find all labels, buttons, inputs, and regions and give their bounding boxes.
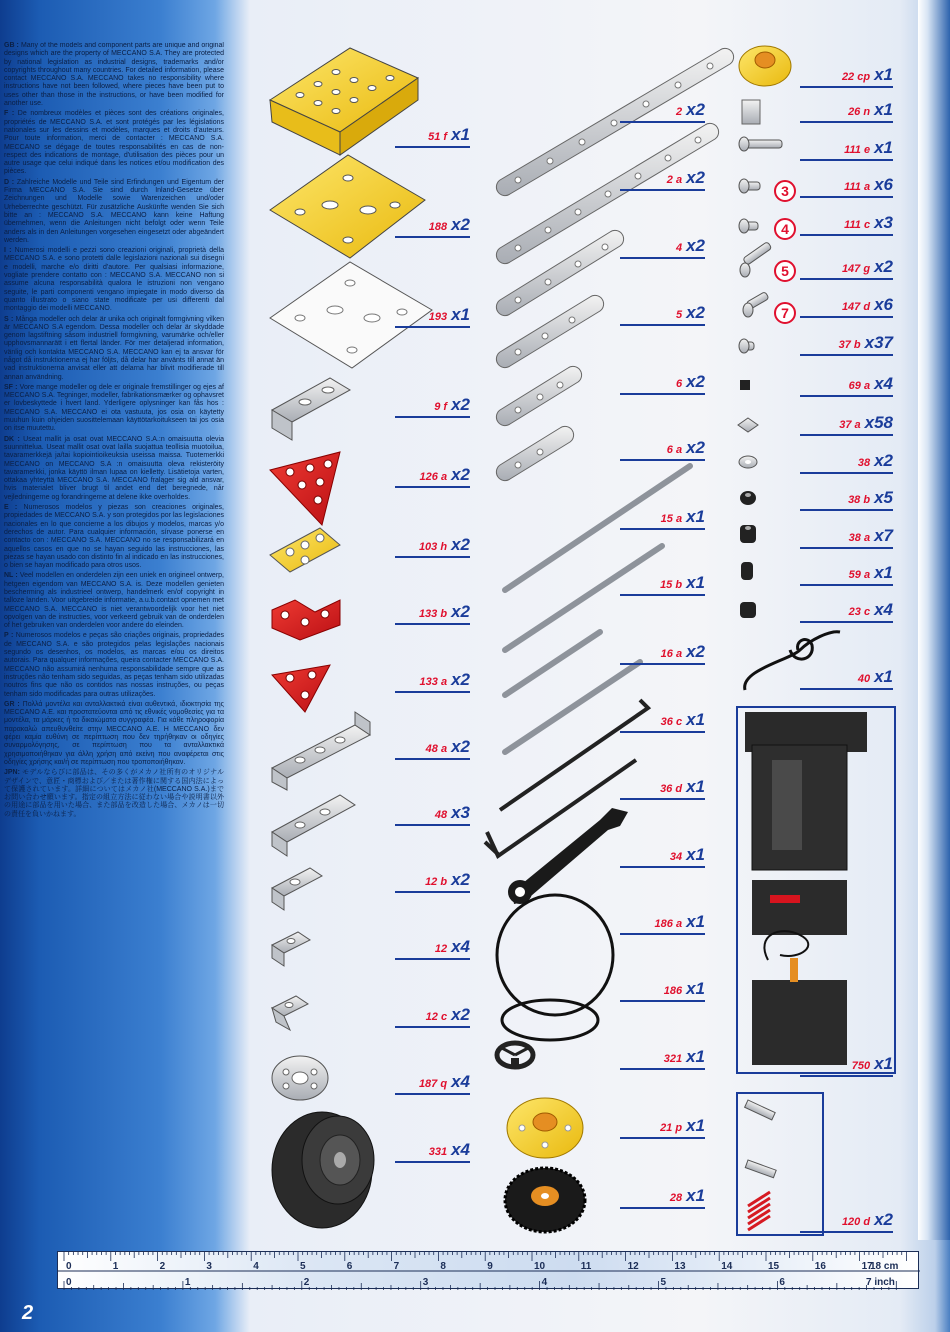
part-code: 187 q xyxy=(418,1078,448,1090)
part-label xyxy=(661,710,705,730)
part-quantity: x2 xyxy=(686,236,705,255)
part-label-underline xyxy=(800,86,893,88)
part-label xyxy=(670,845,705,865)
part-label-underline xyxy=(620,1207,705,1209)
part-quantity: x2 xyxy=(686,100,705,119)
part-187q-drawing xyxy=(272,1056,328,1100)
ruler-cm-label: 5 xyxy=(300,1261,306,1272)
part-51f-drawing xyxy=(270,48,418,155)
part-quantity: x37 xyxy=(864,333,893,352)
part-label-underline xyxy=(800,196,893,198)
part-label-underline xyxy=(395,236,470,238)
part-193-drawing xyxy=(270,262,432,368)
part-code: 12 xyxy=(434,943,448,955)
part-label xyxy=(848,100,893,120)
legal-text: Numerosos modelos e peças são criações originais, propriedades de MECCANO S.A. e são protegidos pelas legislações nacionais segundo os desenhos, os modelos, as marcas e/ou os direitos autorais. Para qualquer informações, queira contacter MECCANO S.A. MECCANO não assumirá nenhuma responsabilidade sempre que as instruções não tenham sido seguidas, as peças tenham sido utilizadas noutros fins que não os contidos nas nossas instruções, ou peças tenham sido modificadas para outras utilizações. xyxy=(4,632,224,698)
part-label xyxy=(667,438,705,458)
part-code: 36 c xyxy=(660,716,683,728)
part-36c-drawing xyxy=(485,700,648,856)
part-label-underline xyxy=(395,486,470,488)
part-12b-drawing xyxy=(272,868,322,910)
part-quantity: x5 xyxy=(874,488,893,507)
part-label xyxy=(852,1054,893,1074)
part-code: 188 xyxy=(428,221,448,233)
part-label-underline xyxy=(620,459,705,461)
part-quantity: x4 xyxy=(874,600,893,619)
part-label xyxy=(676,372,705,392)
part-126a-drawing xyxy=(270,452,340,525)
part-quantity: x1 xyxy=(686,507,705,526)
part-code: 186 a xyxy=(654,918,683,930)
part-quantity: x1 xyxy=(686,979,705,998)
part-48a-drawing xyxy=(272,712,370,790)
legal-language-tag: I : xyxy=(4,247,15,255)
part-code: 5 xyxy=(675,309,683,321)
part-quantity: x7 xyxy=(874,526,893,545)
part-label-underline xyxy=(800,234,893,236)
ruler-cm-label: 9 xyxy=(487,1261,493,1272)
part-label xyxy=(434,395,470,415)
ruler-cm-label: 8 xyxy=(440,1261,446,1272)
ruler-scale xyxy=(58,1252,920,1290)
part-code: 59 a xyxy=(848,569,871,581)
ruler-inch-label: 5 xyxy=(660,1277,667,1288)
part-quantity: x2 xyxy=(451,737,470,756)
part-quantity: x1 xyxy=(686,845,705,864)
part-label xyxy=(661,507,705,527)
part-label xyxy=(661,642,705,662)
part-label xyxy=(842,295,893,315)
part-quantity: x2 xyxy=(451,870,470,889)
part-code: 48 xyxy=(434,809,448,821)
part-label xyxy=(849,563,893,583)
ruler-inch-label: 4 xyxy=(541,1277,548,1288)
part-code: 103 h xyxy=(418,541,448,553)
part-code: 37 b xyxy=(838,339,861,351)
part-label xyxy=(849,526,893,546)
part-quantity: x2 xyxy=(874,257,893,276)
part-code: 51 f xyxy=(428,131,448,143)
part-186-drawing xyxy=(502,1000,598,1040)
part-69a-drawing xyxy=(740,380,750,390)
part-label-underline xyxy=(620,798,705,800)
part-quantity: x2 xyxy=(686,642,705,661)
part-code: 147 d xyxy=(841,301,871,313)
part-label xyxy=(419,602,470,622)
part-code: 133 b xyxy=(418,608,448,620)
legal-text: Useat mallit ja osat ovat MECCANO S.A.:n omaisuutta olevia suunnittelua. Useat mallit osat ovat lailla suojattua teollisia muotoilua, tavaramerkkejä ja/tai kopiointioikeuksia useissa maissa. Tuotemerkki MECCANO on MECCANO S.A :n omaisuutta oleva rekisteröity tavaramerkki, jonka käyttö ilman lupaa on kielletty. Lisätietoja varten, ottakaa yhteyttä MECCANO S.A. MECCANO fraląger sig ald ansvar, hvis materialet bliver brugt til andet end det beregnede, når vejledningerne og forandringerne at delene ikke overholdes. xyxy=(4,435,224,501)
part-label xyxy=(858,667,893,687)
legal-language-tag: NL : xyxy=(4,572,20,580)
ruler-inch-label: 3 xyxy=(422,1277,429,1288)
part-label xyxy=(435,803,470,823)
part-quantity: x2 xyxy=(874,1210,893,1229)
legal-text: Numerosos modelos y piezas son creaciones originales, propiedades de MECCANO S.A. y son protegidos por las legislaciones nacionales en lo que concierne a los dibujos y modelos, marcas y/o derechos de autor. Para cualquier información, sírvase ponerse en contacto con : MECCANO S.A. MECCANO no se responsabilizará en aquellos casos en que no se hayan seguido las instrucciones, las piezas se hayan usado con distinto fin al indicado en las instrucciones, o bien se hayan modificado para otros usos. xyxy=(4,504,224,570)
ruler-cm-label: 1 xyxy=(112,1261,119,1272)
legal-text: Många modeller och delar är unika och originalt formgivning vilken är MECCANO S.A egendom. Dessa modeller och delar är skyddade genom lagstiftning såsom industriell formgivning, varumärke och/eller upphovsmannarätt i ett flertal länder. För mer detaljerad information, vänlig och kontakta MECCANO S.A. MECCANO kan ej ta ansvar för något då instruktionerna ej har följts, då delar har använts till annat än vad instruktionerna anvisat eller att delarna har blivit modifierade till annan användning. xyxy=(4,315,224,381)
part-quantity: x58 xyxy=(864,413,893,432)
part-label xyxy=(426,737,470,757)
part-label xyxy=(429,305,470,325)
part-label-underline xyxy=(620,324,705,326)
part-label xyxy=(429,1140,470,1160)
part-34-drawing xyxy=(508,808,628,904)
part-label xyxy=(655,912,705,932)
legal-text: Many of the models and component parts are unique and original designs which are the property of MECCANO S.A. They are protected by national legislation as industrial designs, trademarks and/or copyrights throughout many countries. For detailed information, please contact MECCANO S.A. MECCANO takes no responsibility where instructions have not been followed, where pieces have been put to uses other than those in the instructions, or have been modified for another use. xyxy=(4,42,224,108)
legal-language-tag: F : xyxy=(4,110,18,118)
strip-holes xyxy=(515,63,713,468)
part-28-drawing xyxy=(505,1168,585,1232)
part-quantity: x2 xyxy=(451,1005,470,1024)
part-code: 15 b xyxy=(660,579,683,591)
part-quantity: x1 xyxy=(451,125,470,144)
part-quantity: x2 xyxy=(686,372,705,391)
bolt-marker-4: 4 xyxy=(774,218,796,240)
part-label xyxy=(849,374,893,394)
part-quantity: x1 xyxy=(874,100,893,119)
bolts-drawing xyxy=(739,137,782,353)
part-label xyxy=(660,777,705,797)
part-label-underline xyxy=(800,472,893,474)
part-label xyxy=(849,600,893,620)
legal-text: Πολλά μοντέλα και ανταλλακτικά είναι αυθεντικά, ιδιοκτησία της MECCANO A.E. και προστατεύονται από τις εθνικές νομοθεσίες για τα μοντέλα, τα μάρκες ή τα δικαιώματα συγγραφέα. Για κάθε πληροφορία παρακαλώ απευθυνθείτε στην MECCANO A.E. Η MECCANO δεν φέρει καμία ευθύνη σε περίπτωση που δεν τηρήθηκαν οι οδηγίες συναρμολόγησης, σε περίπτωση που τα ανταλλακτικά χρησιμοποιήθηκαν για άλλη χρήση από εκείνη που αναφέρεται στις οδηγίες χρήσης και/ή σε περίπτωση που τροποποιήθηκαν. xyxy=(4,700,224,766)
part-code: 120 d xyxy=(841,1216,871,1228)
ruler-cm-label: 6 xyxy=(346,1261,353,1272)
part-code: 6 a xyxy=(666,444,683,456)
part-label xyxy=(667,168,705,188)
part-code: 38 xyxy=(857,457,871,469)
ruler-inch-label: 1 xyxy=(184,1277,191,1288)
part-code: 111 a xyxy=(844,181,871,193)
bolt-marker-5: 5 xyxy=(774,260,796,282)
part-code: 22 cp xyxy=(841,71,871,83)
ruler-cm-label: 7 xyxy=(393,1261,400,1272)
part-label-underline xyxy=(395,891,470,893)
part-40-drawing xyxy=(745,632,840,690)
part-label-underline xyxy=(395,1093,470,1095)
part-label-underline xyxy=(620,1137,705,1139)
part-label xyxy=(420,670,470,690)
legal-language-tag: GR : xyxy=(4,700,23,708)
part-label-underline xyxy=(395,958,470,960)
part-label xyxy=(425,870,470,890)
ruler-inch-label: 6 xyxy=(779,1277,785,1288)
part-code: 133 a xyxy=(419,676,448,688)
part-quantity: x1 xyxy=(686,777,705,796)
part-label-underline xyxy=(620,866,705,868)
part-label-underline xyxy=(800,121,893,123)
ruler-cm-label: 11 xyxy=(580,1261,592,1272)
part-label-underline xyxy=(620,1068,705,1070)
part-label xyxy=(839,333,893,353)
part-quantity: x1 xyxy=(874,1054,893,1073)
ruler-cm-label: 17 xyxy=(861,1261,873,1272)
part-code: 69 a xyxy=(848,380,871,392)
legal-text: Vore mange modeller og dele er originale fremstillinger og ejes af MECCANO S.A. Tegninger, modeller, fabrikationsmærker og ophavsret er lovbeskyttede i hvert land. Yderligere oplysninger kan fås hos : MECCANO S.A. MECCANO ei ota vastuuta, jos osia on käytetty muuhun kuin ohjeiden suosittelemaan käyttötarkoitukseen tai jos osia on itse muutettu. xyxy=(4,383,224,433)
legal-language-tag: SF : xyxy=(4,383,20,391)
part-quantity: x2 xyxy=(874,451,893,470)
part-120d-frame xyxy=(736,1092,824,1236)
part-quantity: x4 xyxy=(874,374,893,393)
part-label-underline xyxy=(800,547,893,549)
part-code: 34 xyxy=(669,851,683,863)
part-321-drawing xyxy=(497,1043,533,1068)
part-quantity: x4 xyxy=(451,937,470,956)
part-label-underline xyxy=(395,758,470,760)
part-code: 750 xyxy=(851,1060,871,1072)
part-label-underline xyxy=(800,1075,893,1077)
part-code: 21 p xyxy=(660,1122,683,1134)
ruler-inch-label: 2 xyxy=(303,1277,310,1288)
part-label xyxy=(844,175,893,195)
part-label xyxy=(844,138,893,158)
part-quantity: x1 xyxy=(686,912,705,931)
part-12c-drawing xyxy=(272,996,308,1030)
part-quantity: x1 xyxy=(686,573,705,592)
washers-drawing xyxy=(739,456,757,618)
part-36d-drawing xyxy=(487,760,636,856)
legal-language-tag: JPN: xyxy=(4,769,23,777)
bolt-marker-7: 7 xyxy=(774,302,796,324)
part-quantity: x2 xyxy=(451,215,470,234)
part-label-underline xyxy=(395,146,470,148)
part-code: 38 b xyxy=(848,494,871,506)
ruler-cm-label: 16 xyxy=(814,1261,826,1272)
part-code: 193 xyxy=(428,311,448,323)
part-label-underline xyxy=(800,621,893,623)
part-code: 12 b xyxy=(425,876,448,888)
ruler-cm-label: 3 xyxy=(206,1261,212,1272)
part-code: 40 xyxy=(857,673,871,685)
part-code: 111 c xyxy=(844,219,871,231)
part-label-underline xyxy=(800,159,893,161)
part-quantity: x1 xyxy=(874,138,893,157)
part-quantity: x2 xyxy=(686,303,705,322)
part-quantity: x1 xyxy=(686,1116,705,1135)
part-label-underline xyxy=(800,316,893,318)
part-22cp-drawing xyxy=(739,46,791,86)
legal-language-tag: D : xyxy=(4,178,17,186)
part-code: 126 a xyxy=(419,471,448,483)
part-label-underline xyxy=(620,933,705,935)
part-quantity: x2 xyxy=(451,395,470,414)
ruler-cm-label: 4 xyxy=(253,1261,259,1272)
part-26n-drawing xyxy=(742,100,760,124)
part-label-underline xyxy=(620,257,705,259)
part-code: 321 xyxy=(663,1053,683,1065)
part-label-underline xyxy=(395,824,470,826)
part-103h-drawing xyxy=(270,528,340,572)
ruler-cm-label: 14 xyxy=(721,1261,733,1272)
part-quantity: x4 xyxy=(451,1140,470,1159)
part-37a-drawing xyxy=(738,418,758,432)
part-quantity: x1 xyxy=(451,305,470,324)
part-code: 9 f xyxy=(434,401,448,413)
part-quantity: x1 xyxy=(874,667,893,686)
legal-language-tag: S : xyxy=(4,315,16,323)
part-label xyxy=(664,1047,705,1067)
part-12-drawing xyxy=(272,932,310,966)
ruler-cm-unit: 18 cm xyxy=(870,1261,899,1272)
part-label xyxy=(426,1005,470,1025)
page-number: 2 xyxy=(22,1302,34,1324)
part-label xyxy=(660,573,705,593)
ruler xyxy=(57,1251,919,1289)
part-label xyxy=(660,1116,705,1136)
part-label xyxy=(429,215,470,235)
part-quantity: x2 xyxy=(451,465,470,484)
part-code: 2 xyxy=(675,106,683,118)
part-code: 15 a xyxy=(660,513,683,525)
legal-text: Veel modellen en onderdelen zijn een uniek en origineel ontwerp, hetgeen eigendom van MECCANO S.A. is. Deze modellen genieten bescherming als industrieel ontwerp, handelmerk en/of copyright in talloze landen. Voor uitgebreide informatie, a.u.b.contact opnemen met MECCANO S.A. MECCANO is niet verantwoordelijk voor het niet opvolgen van de instructies, voor verkeerd gebruik van de onderdelen of het gebruiken van onderdelen voor andere do eleinden. xyxy=(4,572,224,630)
part-code: 186 xyxy=(663,985,683,997)
part-label-underline xyxy=(620,1000,705,1002)
part-quantity: x6 xyxy=(874,175,893,194)
legal-text: モデルならびに部品は、その多くがメカノ社所有のオリジナルデザインで、意匠・商標および／または著作権に関する国内法によって保護されています。詳細についてはメカノ社(MECCANO S.A.)までお問い合わせ願います。指定の組立方法に従わない場合や説明書以外の用途に部品を用いた場合、また部品を改造した場合、メカノは一切の責任を負いかねます。 xyxy=(4,769,224,818)
part-quantity: x1 xyxy=(686,710,705,729)
part-label-underline xyxy=(395,326,470,328)
legal-text: Zahlreiche Modelle und Teile sind Erfindungen und Eigentum der Firma MECCANO S.A. Sie sind durch Inland-Gesetze über Zeichnungen und Modelle sowie Warenzeichen und/oder Urheberrechte geschützt. Für zusätzliche Auskünfte wenden Sie sich bitte an : MECCANO S.A. MECCANO kann keine Haftung übernehmen, wenn die Anleitungen nicht befolgt oder wenn Teile anders als in den Anleitungen vorgesehen eingesetzt oder abgeändert werden. xyxy=(4,178,224,244)
part-quantity: x1 xyxy=(686,1186,705,1205)
part-label xyxy=(428,125,470,145)
part-label-underline xyxy=(620,663,705,665)
part-label-underline xyxy=(800,584,893,586)
part-label-underline xyxy=(620,731,705,733)
part-quantity: x1 xyxy=(874,65,893,84)
part-label-underline xyxy=(395,1026,470,1028)
part-label xyxy=(419,1072,470,1092)
ruler-inch-unit: 7 inch xyxy=(866,1277,895,1288)
part-code: 28 xyxy=(669,1192,683,1204)
part-quantity: x3 xyxy=(874,213,893,232)
part-133b-drawing xyxy=(272,600,340,640)
part-133a-drawing xyxy=(272,665,330,712)
bolt-marker-3: 3 xyxy=(774,180,796,202)
part-code: 147 g xyxy=(841,263,871,275)
part-21p-drawing xyxy=(507,1098,583,1158)
part-label-underline xyxy=(395,691,470,693)
part-label-underline xyxy=(800,395,893,397)
part-label-underline xyxy=(800,354,893,356)
part-quantity: x2 xyxy=(451,602,470,621)
part-label-underline xyxy=(620,594,705,596)
part-label-underline xyxy=(800,1231,893,1233)
part-label-underline xyxy=(800,278,893,280)
part-label xyxy=(839,413,893,433)
part-label xyxy=(676,100,705,120)
part-code: 48 a xyxy=(425,743,448,755)
ruler-cm-label: 0 xyxy=(66,1261,72,1272)
part-label xyxy=(848,488,893,508)
part-label xyxy=(842,257,893,277)
part-code: 26 n xyxy=(848,106,871,118)
part-label xyxy=(844,213,893,233)
part-quantity: x1 xyxy=(686,1047,705,1066)
part-label xyxy=(842,1210,893,1230)
legal-language-tag: P : xyxy=(4,632,16,640)
legal-language-tag: DK : xyxy=(4,435,24,443)
part-48-drawing xyxy=(272,795,355,856)
part-186a-drawing xyxy=(497,895,613,1015)
part-code: 37 a xyxy=(839,419,861,431)
legal-language-tag: E : xyxy=(4,504,24,512)
ruler-cm-label: 15 xyxy=(768,1261,780,1272)
part-quantity: x6 xyxy=(874,295,893,314)
part-label xyxy=(419,535,470,555)
ruler-cm-label: 12 xyxy=(627,1261,639,1272)
part-code: 331 xyxy=(428,1146,448,1158)
part-quantity: x2 xyxy=(451,535,470,554)
part-code: 111 e xyxy=(844,144,871,156)
part-label xyxy=(670,1186,705,1206)
part-code: 16 a xyxy=(660,648,683,660)
ruler-inch-label: 0 xyxy=(66,1277,72,1288)
part-label xyxy=(676,236,705,256)
part-label xyxy=(842,65,893,85)
part-quantity: x1 xyxy=(874,563,893,582)
part-code: 2 a xyxy=(666,174,683,186)
ruler-cm-label: 2 xyxy=(159,1261,166,1272)
part-label-underline xyxy=(395,1161,470,1163)
legal-text: De nombreux modèles et pièces sont des créations originales, propriétés de MECCANO S.A. et sont protégés par les législations nationales sur les dessins et modèles, marques et droits d'auteurs. Pour toute information, merci de contacter : MECCANO S.A. MECCANO se dégage de toutes responsabilités en cas de non-respect des indications de montage, d'utilisation des pièces pour un autre usage que celui indiqué dans les notices et/ou modification des pièces. xyxy=(4,110,224,176)
ruler-cm-label: 10 xyxy=(534,1261,546,1272)
part-code: 6 xyxy=(675,378,683,390)
legal-text: Numerosi modelli e pezzi sono creazioni originali, proprietà della MECCANO S.A. e sono protetti dalle legislazioni nazionali sui disegni e modelli, marche e/o diritti d'autore. Per qualsiasi informazione, vogliate prendere contatto con : MECCANO S.A. MECCANO non si assume alcuna responsabilità qualora le istruzioni non vengano seguite, le parti componenti vengano impiegate in modo diverso da quanto illustrato o siano state modificate per usi differenti dal montaggio dei modelli MECCANO. xyxy=(4,247,224,313)
part-188-drawing xyxy=(270,155,425,258)
part-label-underline xyxy=(620,189,705,191)
part-quantity: x4 xyxy=(451,1072,470,1091)
part-label-underline xyxy=(800,509,893,511)
part-label-underline xyxy=(620,393,705,395)
part-label xyxy=(858,451,893,471)
part-label xyxy=(676,303,705,323)
part-code: 12 c xyxy=(425,1011,448,1023)
part-9f-drawing xyxy=(272,378,350,440)
part-label xyxy=(420,465,470,485)
part-quantity: x2 xyxy=(451,670,470,689)
part-code: 38 a xyxy=(848,532,871,544)
part-750-frame xyxy=(736,706,896,1074)
part-code: 36 d xyxy=(660,783,683,795)
part-label-underline xyxy=(395,623,470,625)
part-label xyxy=(664,979,705,999)
part-label-underline xyxy=(620,528,705,530)
ruler-cm-label: 13 xyxy=(674,1261,686,1272)
part-label-underline xyxy=(800,434,893,436)
part-label-underline xyxy=(395,416,470,418)
part-label-underline xyxy=(800,688,893,690)
part-quantity: x2 xyxy=(686,168,705,187)
part-label-underline xyxy=(395,556,470,558)
part-label xyxy=(435,937,470,957)
part-code: 4 xyxy=(675,242,683,254)
part-331-drawing xyxy=(272,1112,374,1228)
part-code: 23 c xyxy=(848,606,871,618)
part-quantity: x2 xyxy=(686,438,705,457)
part-quantity: x3 xyxy=(451,803,470,822)
part-label-underline xyxy=(620,121,705,123)
legal-language-tag: GB : xyxy=(4,42,21,49)
